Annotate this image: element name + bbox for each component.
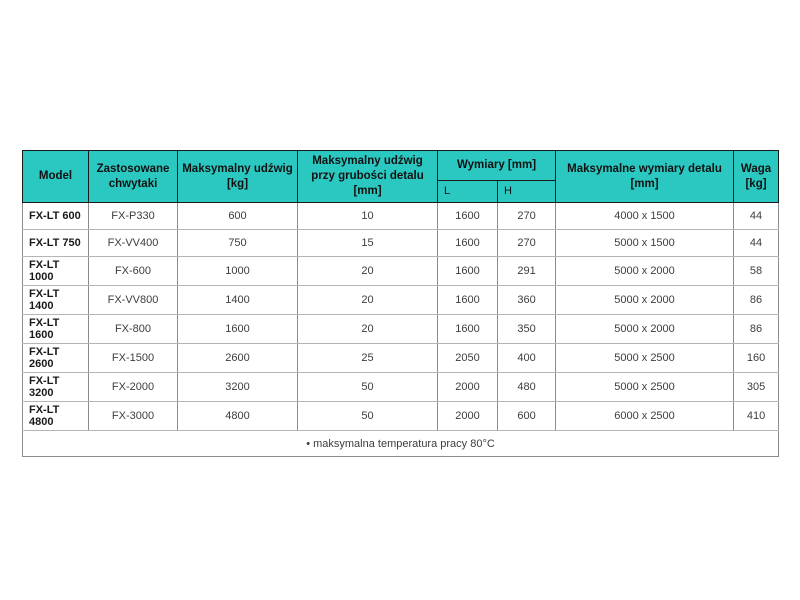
cell-weight: 160 [734,344,779,373]
cell-max-lift-thickness: 20 [298,315,438,344]
cell-model: FX-LT 750 [23,230,89,257]
cell-max-detail-dimensions: 5000 x 2500 [556,373,734,402]
cell-grippers: FX-P330 [89,203,178,230]
cell-grippers: FX-2000 [89,373,178,402]
cell-dim-h: 480 [498,373,556,402]
cell-dim-h: 270 [498,230,556,257]
cell-dim-h: 350 [498,315,556,344]
cell-grippers: FX-VV800 [89,286,178,315]
cell-max-lift: 750 [178,230,298,257]
header-max-detail-dimensions: Maksymalne wymiary detalu [mm] [556,151,734,203]
cell-dim-h: 600 [498,402,556,431]
cell-max-detail-dimensions: 4000 x 1500 [556,203,734,230]
cell-dim-l: 1600 [438,315,498,344]
header-max-lift-thickness: Maksymalny udźwig przy grubości detalu [mm] [298,151,438,203]
cell-dim-l: 1600 [438,286,498,315]
header-model: Model [23,151,89,203]
header-dimension-l: L [438,181,498,203]
cell-weight: 86 [734,315,779,344]
cell-dim-l: 1600 [438,230,498,257]
header-grippers: Zastosowane chwytaki [89,151,178,203]
cell-model: FX-LT 2600 [23,344,89,373]
cell-dim-h: 291 [498,257,556,286]
cell-max-lift: 2600 [178,344,298,373]
table-row [23,257,779,286]
table-footer [23,431,779,457]
cell-max-lift: 4800 [178,402,298,431]
cell-model: FX-LT 3200 [23,373,89,402]
cell-dim-h: 360 [498,286,556,315]
cell-max-detail-dimensions: 5000 x 2500 [556,344,734,373]
table-row [23,286,779,315]
cell-weight: 305 [734,373,779,402]
cell-dim-l: 1600 [438,257,498,286]
cell-dim-l: 1600 [438,203,498,230]
cell-model: FX-LT 1400 [23,286,89,315]
cell-model: FX-LT 600 [23,203,89,230]
cell-max-lift: 1600 [178,315,298,344]
cell-max-lift-thickness: 50 [298,373,438,402]
cell-max-lift-thickness: 15 [298,230,438,257]
cell-dim-h: 400 [498,344,556,373]
cell-max-lift-thickness: 25 [298,344,438,373]
cell-max-lift-thickness: 20 [298,286,438,315]
header-dimension-h: H [498,181,556,203]
cell-max-detail-dimensions: 5000 x 2000 [556,286,734,315]
table-header [23,151,779,203]
cell-dim-l: 2050 [438,344,498,373]
cell-max-lift: 1000 [178,257,298,286]
table-row [23,373,779,402]
table-row [23,402,779,431]
cell-grippers: FX-1500 [89,344,178,373]
cell-max-detail-dimensions: 6000 x 2500 [556,402,734,431]
cell-dim-l: 2000 [438,402,498,431]
cell-grippers: FX-600 [89,257,178,286]
cell-weight: 410 [734,402,779,431]
cell-grippers: FX-VV400 [89,230,178,257]
cell-grippers: FX-3000 [89,402,178,431]
cell-dim-l: 2000 [438,373,498,402]
cell-model: FX-LT 1000 [23,257,89,286]
cell-grippers: FX-800 [89,315,178,344]
table-row [23,203,779,230]
spec-table [22,150,779,457]
cell-weight: 58 [734,257,779,286]
header-weight: Waga [kg] [734,151,779,203]
header-dimensions: Wymiary [mm] [438,151,556,181]
cell-max-detail-dimensions: 5000 x 2000 [556,315,734,344]
table-body [23,203,779,431]
cell-max-detail-dimensions: 5000 x 2000 [556,257,734,286]
spec-table-container [22,150,778,457]
table-row [23,230,779,257]
header-max-lift: Maksymalny udźwig [kg] [178,151,298,203]
cell-max-lift: 1400 [178,286,298,315]
cell-max-detail-dimensions: 5000 x 1500 [556,230,734,257]
cell-max-lift: 3200 [178,373,298,402]
table-row [23,344,779,373]
cell-max-lift-thickness: 10 [298,203,438,230]
cell-max-lift: 600 [178,203,298,230]
cell-model: FX-LT 4800 [23,402,89,431]
cell-max-lift-thickness: 20 [298,257,438,286]
cell-weight: 86 [734,286,779,315]
cell-max-lift-thickness: 50 [298,402,438,431]
cell-model: FX-LT 1600 [23,315,89,344]
table-row [23,315,779,344]
cell-dim-h: 270 [498,203,556,230]
cell-weight: 44 [734,203,779,230]
footnote: • maksymalna temperatura pracy 80°C [23,431,779,457]
cell-weight: 44 [734,230,779,257]
